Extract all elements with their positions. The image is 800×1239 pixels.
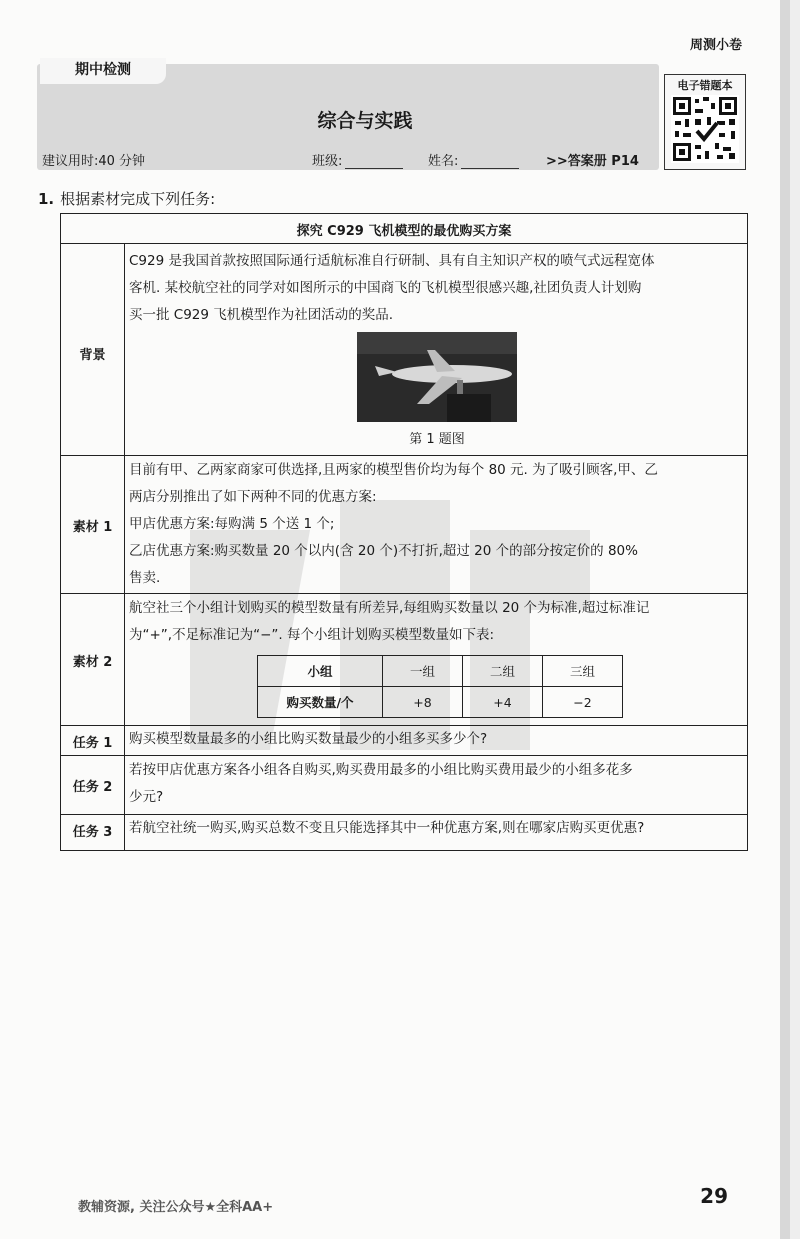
group-cell: 二组 — [463, 656, 543, 687]
page-number: 29 — [700, 1184, 728, 1208]
qr-label: 电子错题本 — [677, 79, 733, 92]
name-field — [428, 150, 519, 169]
task1-text: 购买模型数量最多的小组比购买数量最少的小组多买多少个? — [129, 731, 488, 747]
background-line-2: 客机. 某校航空社的同学对如图所示的中国商飞的飞机模型很感兴趣,社团负责人计划购 — [129, 280, 642, 296]
material1-line-3: 甲店优惠方案:每购满 5 个送 1 个; — [129, 516, 335, 532]
class-blank — [345, 156, 403, 169]
task1-label: 任务 1 — [72, 736, 113, 751]
airplane-icon — [357, 332, 517, 422]
class-field — [312, 150, 403, 169]
question-text: 根据素材完成下列任务: — [60, 190, 216, 208]
airplane-model-photo — [357, 332, 517, 422]
background-label: 背景 — [79, 348, 106, 363]
material1-line-2: 两店分别推出了如下两种不同的优惠方案: — [129, 489, 377, 505]
material2-cell — [61, 593, 747, 725]
question-number: 1. — [38, 190, 55, 208]
page-title: 综合与实践 — [317, 110, 413, 132]
task2-line-1: 若按甲店优惠方案各小组各自购买,购买费用最多的小组比购买费用最少的小组多花多 — [129, 762, 633, 778]
group-cell: 一组 — [383, 656, 463, 687]
qr-panel — [664, 74, 746, 170]
column-divider — [124, 243, 125, 850]
qr-code-icon — [671, 95, 739, 163]
task3-label: 任务 3 — [72, 825, 113, 840]
footer-promo: 教辅资源, 关注公众号★全科AA+ — [78, 1200, 274, 1215]
group-quantity-table — [257, 655, 623, 718]
material1-line-1: 目前有甲、乙两家商家可供选择,且两家的模型售价均为每个 80 元. 为了吸引顾客,甲、乙 — [129, 462, 658, 478]
row-divider — [61, 755, 747, 756]
material2-line-2: 为“+”,不足标准记为“−”. 每个小组计划购买模型数量如下表: — [129, 627, 495, 643]
material1-label: 素材 1 — [72, 520, 113, 535]
task-table — [60, 213, 748, 851]
row-divider — [61, 455, 747, 456]
quantity-cell: +4 — [463, 687, 543, 718]
material2-label: 素材 2 — [72, 655, 113, 670]
quantity-cell: −2 — [543, 687, 623, 718]
table-title: 探究 C929 飞机模型的最优购买方案 — [296, 224, 512, 239]
answer-reference: >>答案册 P14 — [546, 154, 639, 169]
quantity-header-cell: 购买数量/个 — [258, 687, 383, 718]
name-blank — [461, 156, 519, 169]
group-cell: 三组 — [543, 656, 623, 687]
row-divider — [61, 243, 747, 244]
background-line-1: C929 是我国首款按照国际通行适航标准自行研制、具有自主知识产权的喷气式远程宽体 — [129, 253, 655, 269]
task2-label: 任务 2 — [72, 780, 113, 795]
quantity-cell: +8 — [383, 687, 463, 718]
background-line-3: 买一批 C929 飞机模型作为社团活动的奖品. — [129, 307, 394, 323]
group-header-row — [258, 656, 623, 687]
material1-line-4: 乙店优惠方案:购买数量 20 个以内(含 20 个)不打折,超过 20 个的部分按定价的 80% — [129, 543, 638, 559]
group-header-cell: 小组 — [258, 656, 383, 687]
name-label: 姓名: — [428, 154, 459, 169]
question-stem — [38, 188, 215, 209]
quantity-row — [258, 687, 623, 718]
material1-line-5: 售卖. — [129, 570, 161, 586]
suggested-time: 建议用时:40 分钟 — [42, 154, 146, 169]
page-edge — [780, 0, 790, 1239]
exam-tab: 期中检测 — [40, 58, 166, 84]
material2-line-1: 航空社三个小组计划购买的模型数量有所差异,每组购买数量以 20 个为标准,超过标准记 — [129, 600, 650, 616]
class-label: 班级: — [312, 154, 343, 169]
series-label: 周测小卷 — [689, 38, 742, 53]
figure-caption: 第 1 题图 — [409, 432, 465, 447]
task3-text: 若航空社统一购买,购买总数不变且只能选择其中一种优惠方案,则在哪家店购买更优惠? — [129, 820, 645, 836]
task2-line-2: 少元? — [129, 789, 164, 805]
